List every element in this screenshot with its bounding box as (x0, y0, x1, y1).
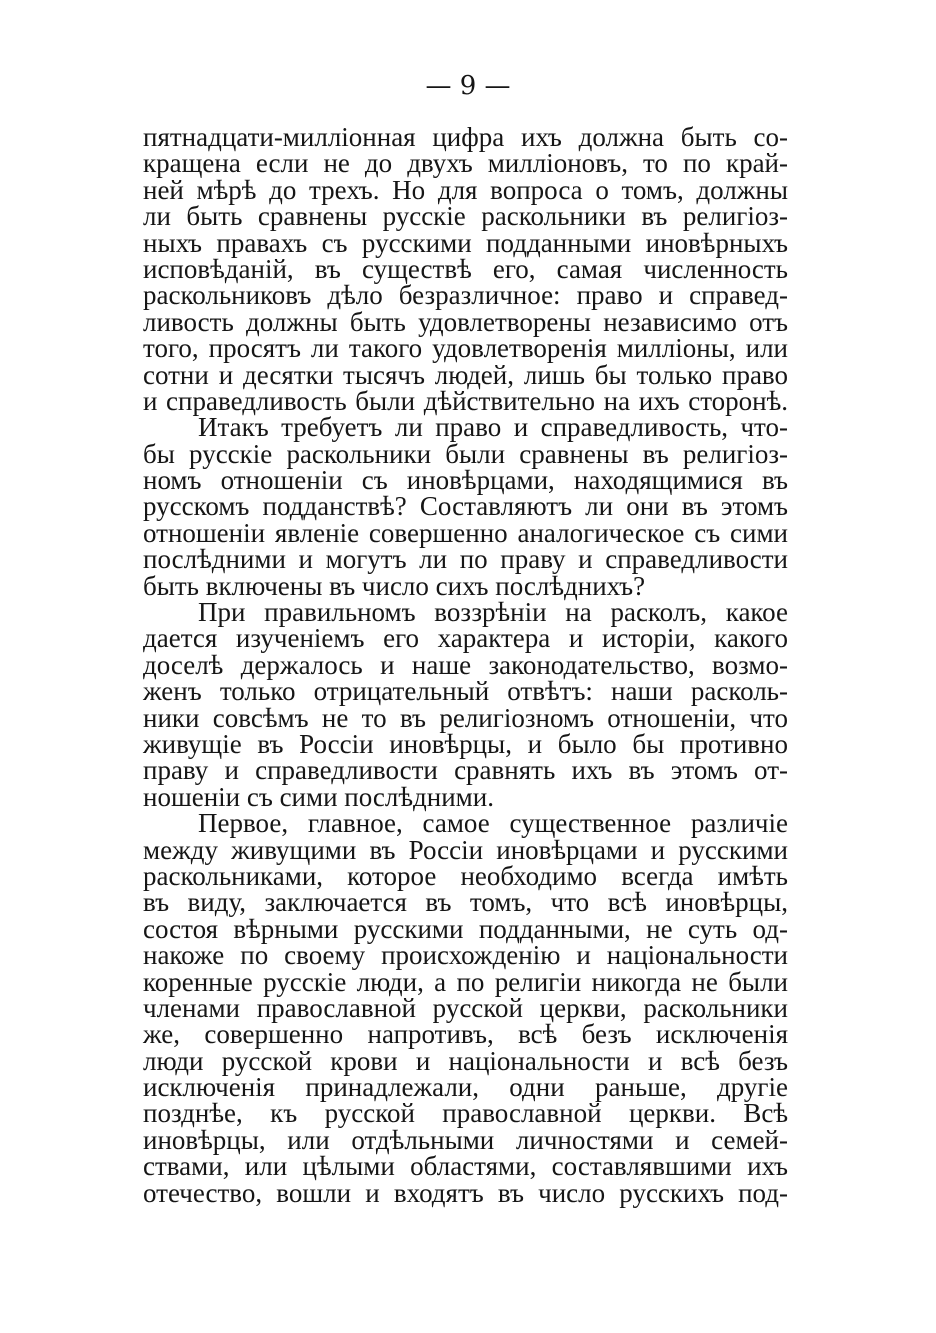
paragraph-last-line: быть включены въ число сихъ послѣднихъ? (143, 570, 646, 601)
text-line: номъ отношеніи съ иновѣрцами, находящимися въ (143, 465, 788, 496)
text-line: исключенія принадлежали, одни раньше, другіе (143, 1072, 788, 1103)
text-line: ливость должны быть удовлетворены независимо отъ (143, 306, 788, 337)
paragraph-first-line: Первое, главное, самое существенное различіе (198, 808, 788, 839)
text-line: русскомъ подданствѣ? Составляютъ ли они въ этомъ (143, 491, 788, 522)
text-line: ныхъ правахъ съ русскими подданными иновѣрныхъ (143, 227, 788, 258)
text-line: членами православной русской церкви, раскольники (143, 992, 788, 1023)
paragraph-first-line: Итакъ требуетъ ли право и справедливость, что- (198, 412, 788, 443)
text-line: доселѣ держалось и наше законодательство, возмо- (143, 649, 788, 680)
text-line: пятнадцати-милліонная цифра ихъ должна быть со- (143, 122, 788, 152)
text-line: раскольниковъ дѣло безразличное: право и справед- (143, 280, 788, 311)
paragraph-first-line: При правильномъ воззрѣніи на расколъ, какое (198, 597, 788, 628)
text-line: ствами, или цѣлыми областями, составлявшими ихъ (143, 1151, 788, 1182)
text-line: отечество, вошли и входятъ въ число русскихъ под- (143, 1177, 788, 1208)
text-line: сотни и десятки тысячъ людей, лишь бы только право (143, 359, 788, 390)
text-line: ники совсѣмъ не то въ религіозномъ отношеніи, что (143, 702, 788, 733)
text-line: живущіе въ Россіи иновѣрцы, и было бы противно (143, 728, 788, 759)
text-line: накоже по своему происхожденію и національности (143, 940, 788, 971)
text-line: дается изученіемъ его характера и исторіи, какого (143, 623, 788, 654)
body-text (143, 124, 788, 1206)
text-line: ли быть сравнены русскіе раскольники въ религіоз- (143, 201, 788, 232)
text-line: позднѣе, къ русской православной церкви. Всѣ (143, 1098, 788, 1129)
text-line: того, просятъ ли такого удовлетворенія милліоны, или (143, 333, 788, 364)
text-line: иновѣрцы, или отдѣльными личностями и семей- (143, 1124, 788, 1155)
text-line: люди русской крови и національности и всѣ безъ (143, 1045, 788, 1076)
text-line: въ виду, заключается въ томъ, что всѣ иновѣрцы, (143, 887, 788, 918)
text-line: ней мѣрѣ до трехъ. Но для вопроса о томъ, должны (143, 174, 788, 205)
text-line: раскольниками, которое необходимо всегда имѣть (143, 860, 788, 891)
text-line: и справедливость были дѣйствительно на ихъ сторонѣ. (143, 385, 788, 416)
text-line: отношеніи явленіе совершенно аналогическое съ сими (143, 517, 788, 548)
paragraph-last-line: ношеніи съ сими послѣдними. (143, 781, 494, 812)
text-line: состоя вѣрными русскими подданными, не суть од- (143, 913, 788, 944)
text-line: же, совершенно напротивъ, всѣ безъ исключенія (143, 1019, 788, 1050)
text-line: женъ только отрицательный отвѣтъ: наши расколь- (143, 676, 788, 707)
text-line: между живущими въ Россіи иновѣрцами и русскими (143, 834, 788, 865)
page-number: — 9 — (425, 71, 511, 101)
text-line: бы русскіе раскольники были сравнены въ религіоз- (143, 438, 788, 469)
text-line: коренные русскіе люди, а по религіи никогда не были (143, 966, 788, 997)
text-line: послѣдними и могутъ ли по праву и справедливости (143, 544, 788, 575)
text-line: кращена если не до двухъ милліоновъ, то по край- (143, 148, 788, 179)
text-line: исповѣданій, въ существѣ его, самая численность (143, 253, 788, 284)
text-line: праву и справедливости сравнять ихъ въ этомъ от- (143, 755, 788, 786)
